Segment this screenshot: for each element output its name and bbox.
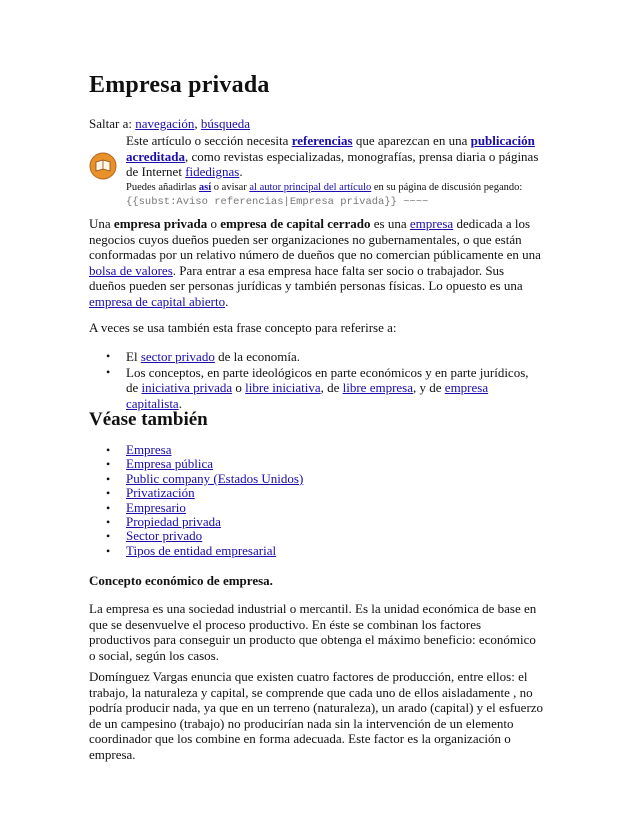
notice-template-code: {{subst:Aviso referencias|Empresa privada}} ~~~~ <box>126 195 429 208</box>
stock-exchange-link[interactable]: bolsa de valores <box>89 262 173 278</box>
see-also-heading: Véase también <box>89 409 208 430</box>
private-sector-link[interactable]: sector privado <box>140 349 215 364</box>
see-also-link[interactable]: Public company (Estados Unidos) <box>126 470 304 486</box>
see-also-item <box>89 457 539 471</box>
navigation-link[interactable]: navegación <box>135 116 195 131</box>
notice-text: Este artículo o sección necesita referencias que aparezcan en una publicación acreditada, como revistas especializadas, monografías, prensa diaria o páginas de Internet fidedignas. <box>126 133 539 179</box>
concept-heading: Concepto económico de empresa. <box>89 573 273 588</box>
main-author-link[interactable]: al autor principal del artículo <box>249 181 372 193</box>
see-also-list <box>89 443 539 558</box>
see-also-item <box>89 515 539 529</box>
capitalist-company-link[interactable]: empresa capitalista <box>126 380 489 411</box>
concept-paragraph-1: La empresa es una sociedad industrial o mercantil. Es la unidad económica de base en que se desenvuelve el proceso productivo. En éste se combinan los factores productivos para conseguir un producto que obtenga el máximo beneficio: económico o social, según los casos. <box>89 601 537 663</box>
see-also-link[interactable]: Privatización <box>126 485 195 501</box>
reliable-link[interactable]: fidedignas <box>185 164 240 179</box>
see-also-item <box>89 443 539 457</box>
see-also-link[interactable]: Propiedad privada <box>126 514 221 530</box>
references-link[interactable]: referencias <box>291 133 353 148</box>
see-also-link[interactable]: Tipos de entidad empresarial <box>126 542 277 558</box>
concept-paragraph-2: Domínguez Vargas enuncia que existen cuatro factores de producción, entre ellos: el trabajo, la naturaleza y capital, se comprende que cada uno de ellos aisladamente , no podría producir nada, ya que en un terreno (naturaleza), un arado (capital) y el esfuerzo de un campesino (trabajo) no producirían nada sin la intervención de un elemento coordinador que los combine en forma adecuada. Este factor es la organización o empresa. <box>89 669 544 762</box>
accredited-publication-link[interactable]: publicación acreditada <box>126 133 535 164</box>
list-item: • Los conceptos, en parte ideológicos en parte económicos y en parte jurídicos, de iniciativa privada o libre iniciativa, de libre empresa, y de empresa capitalista. <box>89 365 539 412</box>
notice-help-text: Puedes añadirlas así o avisar al autor principal del artículo en su página de discusión pegando: <box>126 181 523 193</box>
private-initiative-link[interactable]: iniciativa privada <box>141 380 233 395</box>
usage-paragraph: A veces se usa también esta frase concepto para referirse a: <box>89 320 397 335</box>
empresa-link[interactable]: empresa <box>409 216 454 231</box>
see-also-item <box>89 529 539 543</box>
intro-paragraph: Una empresa privada o empresa de capital cerrado es una empresa dedicada a los negocios cuyos dueños pueden ser organizaciones no gubernamentales, o que están conformadas por un relativo número de dueños que no comercian públicamente en una bolsa de valores. Para entrar a esa empresa hace falta ser socio o trabajador. Sus dueños pueden ser personas jurídicas y también personas físicas. Lo opuesto es una empresa de capital abierto. <box>89 216 541 309</box>
jump-links <box>89 116 250 132</box>
see-also-item <box>89 472 539 486</box>
free-enterprise-link[interactable]: libre empresa <box>342 380 414 395</box>
see-also-link[interactable]: Sector privado <box>126 528 203 544</box>
search-link[interactable]: búsqueda <box>200 116 251 131</box>
usage-list <box>89 349 539 411</box>
see-also-link[interactable]: Empresa <box>126 442 172 457</box>
jump-prefix: Saltar a: <box>89 116 132 131</box>
free-initiative-link[interactable]: libre iniciativa <box>245 380 321 395</box>
book-icon <box>89 152 117 180</box>
see-also-item <box>89 544 539 558</box>
public-company-link[interactable]: empresa de capital abierto <box>89 293 226 309</box>
page-title: Empresa privada <box>89 72 270 98</box>
jump-separator: , <box>194 116 198 131</box>
add-here-link[interactable]: así <box>198 181 212 193</box>
see-also-link[interactable]: Empresa pública <box>126 456 213 472</box>
see-also-link[interactable]: Empresario <box>126 499 186 515</box>
see-also-item <box>89 486 539 500</box>
references-notice <box>89 133 549 209</box>
see-also-item <box>89 501 539 515</box>
list-item: • El sector privado de la economía. <box>89 349 539 365</box>
